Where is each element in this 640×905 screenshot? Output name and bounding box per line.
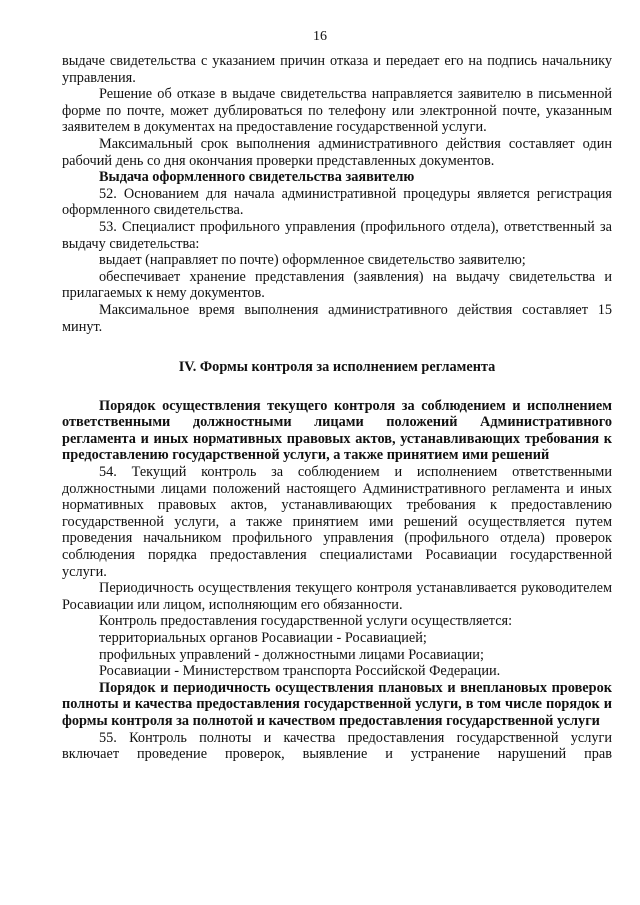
page-number: 16 bbox=[313, 29, 327, 44]
page-content bbox=[62, 53, 612, 763]
paragraph: Периодичность осуществления текущего контроля устанавливается руководителем Росавиации или лицом, исполняющим его обязанности. bbox=[62, 580, 612, 613]
paragraph: Решение об отказе в выдаче свидетельства направляется заявителю в письменной форме по почте, может дублироваться по телефону или электронной почте, указанным заявителем в документах на предоставление государственной услуги. bbox=[62, 86, 612, 136]
paragraph: выдает (направляет по почте) оформленное свидетельство заявителю; bbox=[99, 252, 526, 269]
section-title: IV. Формы контроля за исполнением регламента bbox=[178, 359, 496, 376]
paragraph: обеспечивает хранение представления (заявления) на выдачу свидетельства и прилагаемых к нему документов. bbox=[62, 268, 612, 302]
paragraph: профильных управлений - должностными лицами Росавиации; bbox=[99, 646, 484, 663]
paragraph: выдаче свидетельства с указанием причин отказа и передает его на подпись начальнику управления. bbox=[62, 53, 612, 86]
paragraph: 55. Контроль полноты и качества предоставления государственной услуги включает проведение проверок, выявление и устранение нарушений прав bbox=[62, 729, 612, 763]
paragraph: 54. Текущий контроль за соблюдением и исполнением ответственными должностными лицами положений настоящего Административного регламента и иных нормативных правовых актов, устанавливающих требования к предоставлению государственной услуги, а также принятием ими решений осуществляется путем проведения начальником профильного управления (профильного отдела) проверок соблюдения порядка предоставления специалистами Росавиации государственной услуги. bbox=[62, 464, 612, 580]
text-block-2 bbox=[62, 398, 612, 763]
paragraph: Росавиации - Министерством транспорта Российской Федерации. bbox=[99, 663, 501, 680]
paragraph: 52. Основанием для начала административной процедуры является регистрация оформленного свидетельства. bbox=[62, 185, 612, 219]
paragraph: Максимальное время выполнения административного действия составляет 15 минут. bbox=[62, 301, 612, 335]
paragraph: Контроль предоставления государственной услуги осуществляется: bbox=[99, 613, 513, 630]
paragraph: Порядок осуществления текущего контроля за соблюдением и исполнением ответственными должностными лицами положений Административного регламента и иных нормативных правовых актов, устанавливающих требования к предоставлению государственной услуги, а также принятием ими решений bbox=[62, 397, 612, 464]
paragraph: 53. Специалист профильного управления (профильного отдела), ответственный за выдачу свидетельства: bbox=[62, 218, 612, 252]
paragraph: территориальных органов Росавиации - Росавиацией; bbox=[99, 630, 427, 646]
paragraph: Порядок и периодичность осуществления плановых и внеплановых проверок полноты и качества предоставления государственной услуги, в том числе порядок и формы контроля за полнотой и качеством предоставления государственной услуги bbox=[62, 679, 612, 729]
text-block-1 bbox=[62, 53, 612, 335]
paragraph: Максимальный срок выполнения административного действия составляет один рабочий день со дня окончания проверки представленных документов. bbox=[62, 135, 612, 169]
paragraph: Выдача оформленного свидетельства заявителю bbox=[99, 169, 415, 186]
